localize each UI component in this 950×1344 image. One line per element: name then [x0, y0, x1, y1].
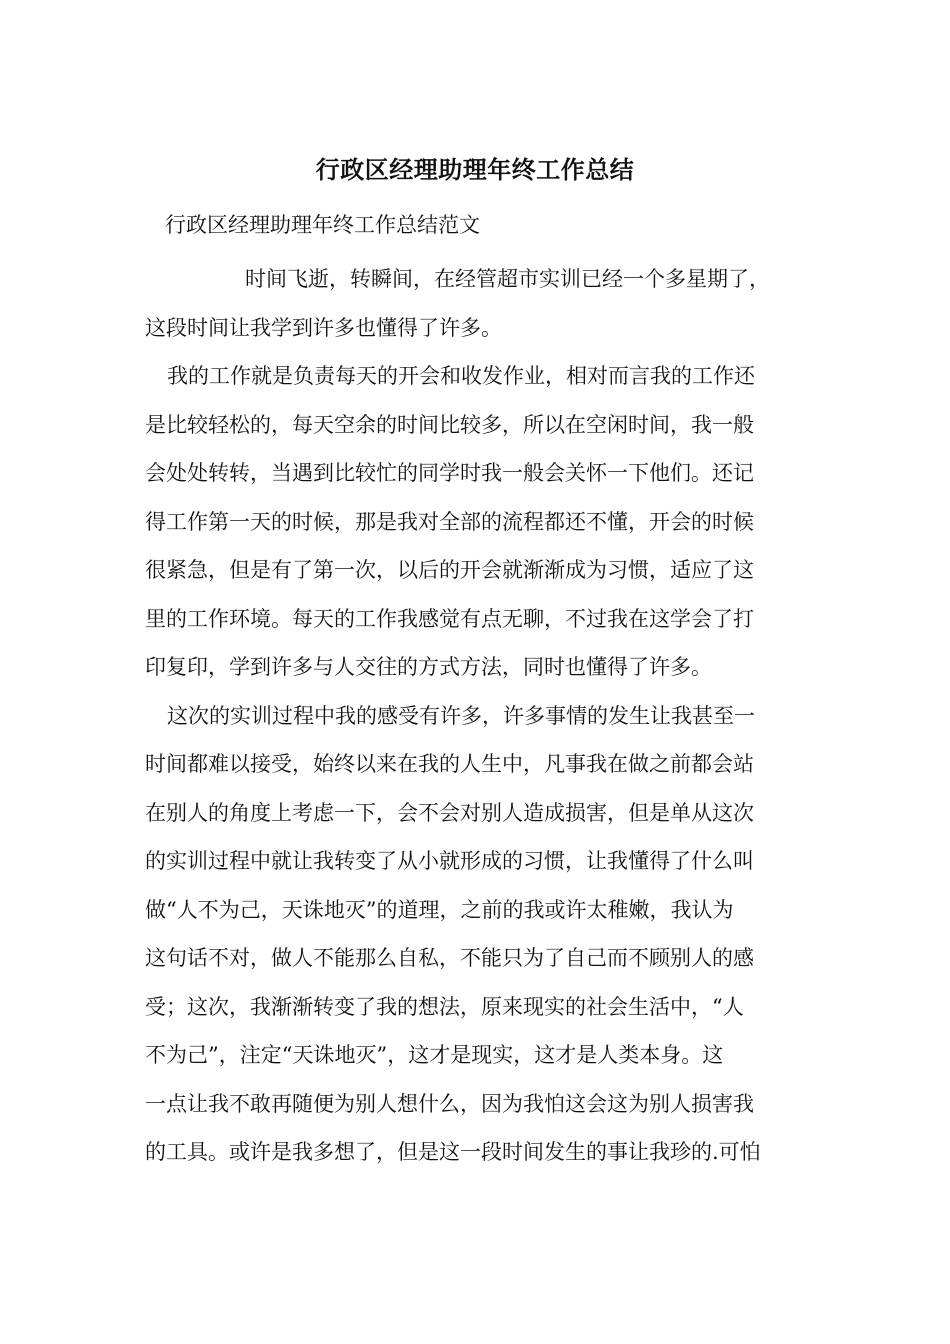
paragraph-1: [145, 255, 807, 352]
paragraph-line: 在别人的角度上考虑一下，会不会对别人造成损害，但是单从这次: [145, 800, 754, 825]
paragraph-line: 的实训过程中就让我转变了从小就形成的习惯，让我懂得了什么叫: [145, 849, 754, 873]
paragraph-line: 我的工作就是负责每天的开会和收发作业，相对而言我的工作还: [167, 364, 755, 388]
paragraph-line: 受；这次，我渐渐转变了我的想法，原来现实的社会生活中，“人: [145, 994, 744, 1019]
paragraph-line: 这次的实训过程中我的感受有许多，许多事情的发生让我甚至一: [167, 703, 755, 728]
document-title: 行政区经理助理年终工作总结: [315, 155, 635, 184]
paragraph-line: 这段时间让我学到许多也懂得了许多。: [145, 315, 502, 340]
paragraph-line: 很紧急，但是有了第一次，以后的开会就渐渐成为习惯，适应了这: [145, 558, 754, 582]
document-body: [145, 255, 807, 1177]
paragraph-line: 一点让我不敢再随便为别人想什么，因为我怕这会这为别人损害我: [145, 1091, 754, 1116]
paragraph-line: 会处处转转，当遇到比较忙的同学时我一般会关怀一下他们。还记: [145, 461, 754, 485]
paragraph-line: 这句话不对，做人不能那么自私，不能只为了自己而不顾别人的感: [145, 946, 754, 970]
paragraph-line: 的工具。或许是我多想了，但是这一段时间发生的事让我珍的.可怕: [145, 1140, 761, 1164]
paragraph-line: 不为己”，注定“天诛地灭”，这才是现实，这才是人类本身。这: [145, 1043, 724, 1067]
paragraph-line: 里的工作环境。每天的工作我感觉有点无聊，不过我在这学会了打: [145, 606, 754, 631]
paragraph-3: [145, 692, 807, 1177]
paragraph-line: 印复印，学到许多与人交往的方式方法，同时也懂得了许多。: [145, 655, 712, 679]
document-subtitle: 行政区经理助理年终工作总结范文: [165, 213, 480, 237]
paragraph-line: 时间飞逝，转瞬间，在经管超市实训已经一个多星期了，: [245, 267, 770, 291]
paragraph-line: 做“人不为己，天诛地灭”的道理，之前的我或许太稚嫩，我认为: [145, 897, 734, 922]
paragraph-line: 时间都难以接受，始终以来在我的人生中，凡事我在做之前都会站: [145, 752, 754, 776]
paragraph-line: 是比较轻松的，每天空余的时间比较多，所以在空闲时间，我一般: [145, 412, 754, 437]
paragraph-2: [145, 352, 807, 692]
paragraph-line: 得工作第一天的时候，那是我对全部的流程都还不懂，开会的时候: [145, 509, 754, 534]
